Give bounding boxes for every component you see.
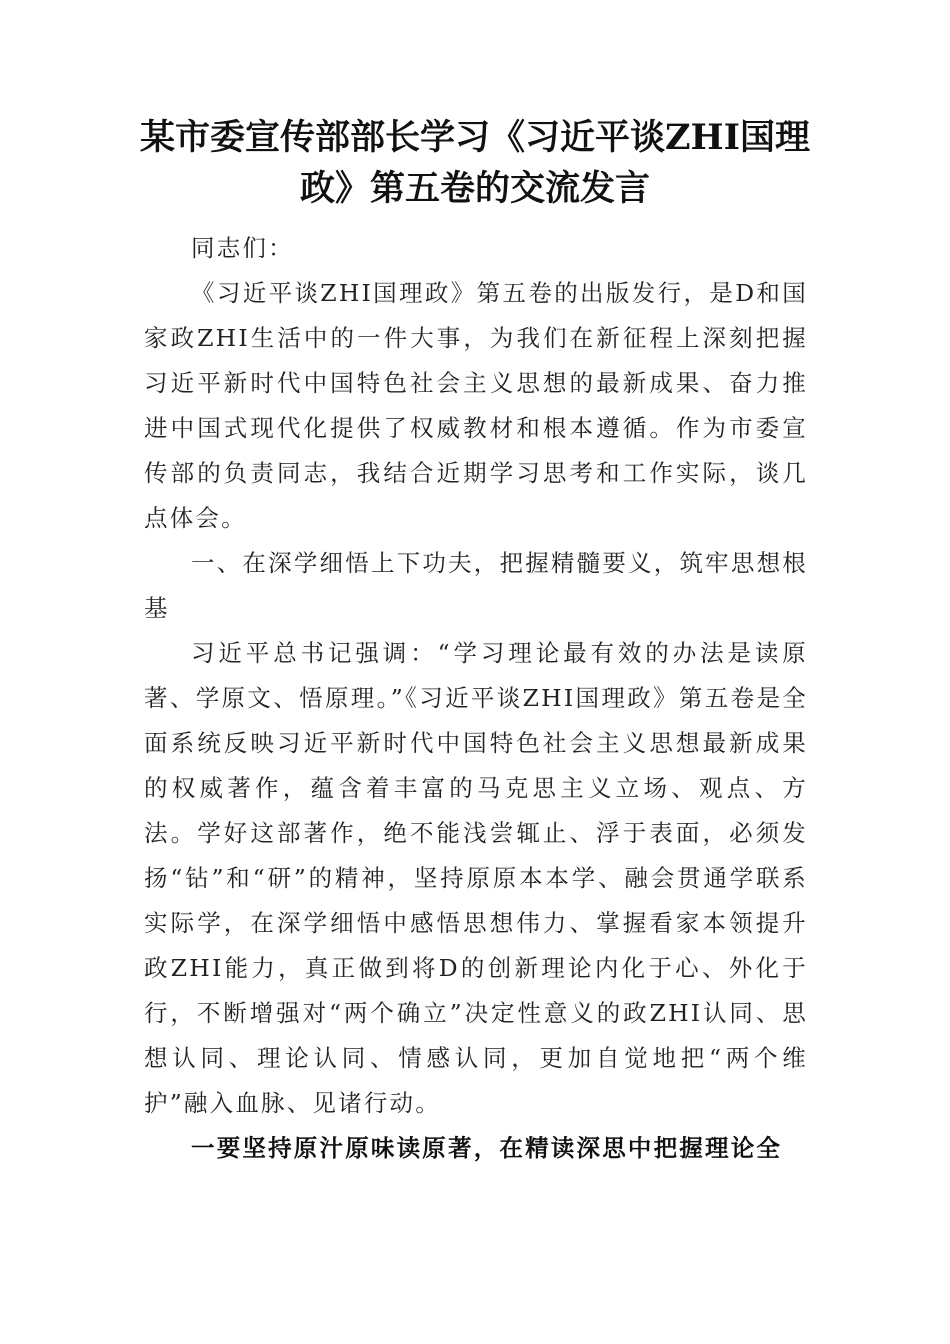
body-paragraph: 习近平总书记强调：“学习理论最有效的办法是读原著、学原文、悟原理。”《习近平谈ZHI国理政》第五卷是全面系统反映习近平新时代中国特色社会主义思想最新成果的权威著作，蕴含着丰富的马克思主义立场、观点、方法。学好这部著作，绝不能浅尝辄止、浮于表面，必须发扬“钻”和“研”的精神，坚持原原本本学、融会贯通学联系实际学，在深学细悟中感悟思想伟力、掌握看家本领提升政ZHI能力，真正做到将D的创新理论内化于心、外化于行，不断增强对“两个确立”决定性意义的政ZHI认同、思想认同、理论认同、情感认同，更加自觉地把“两个维护”融入血脉、见诸行动。 <box>144 639 808 1117</box>
bold-subheading: 一要坚持原汁原味读原著，在精读深思中把握理论全 <box>191 1134 783 1162</box>
section-heading-1: 一、在深学细悟上下功夫，把握精髓要义，筑牢思想根基 <box>144 549 808 622</box>
intro-paragraph: 《习近平谈ZHI国理政》第五卷的出版发行，是D和国家政ZHI生活中的一件大事，为我们在新征程上深刻把握习近平新时代中国特色社会主义思想的最新成果、奋力推进中国式现代化提供了权威教材和根本遵循。作为市委宣传部的负责同志，我结合近期学习思考和工作实际，谈几点体会。 <box>144 279 808 532</box>
salutation-paragraph: 同志们： <box>191 234 294 262</box>
document-body <box>144 226 808 1171</box>
document-title: 某市委宣传部部长学习《习近平谈ZHI国理政》第五卷的交流发言 <box>140 117 810 209</box>
